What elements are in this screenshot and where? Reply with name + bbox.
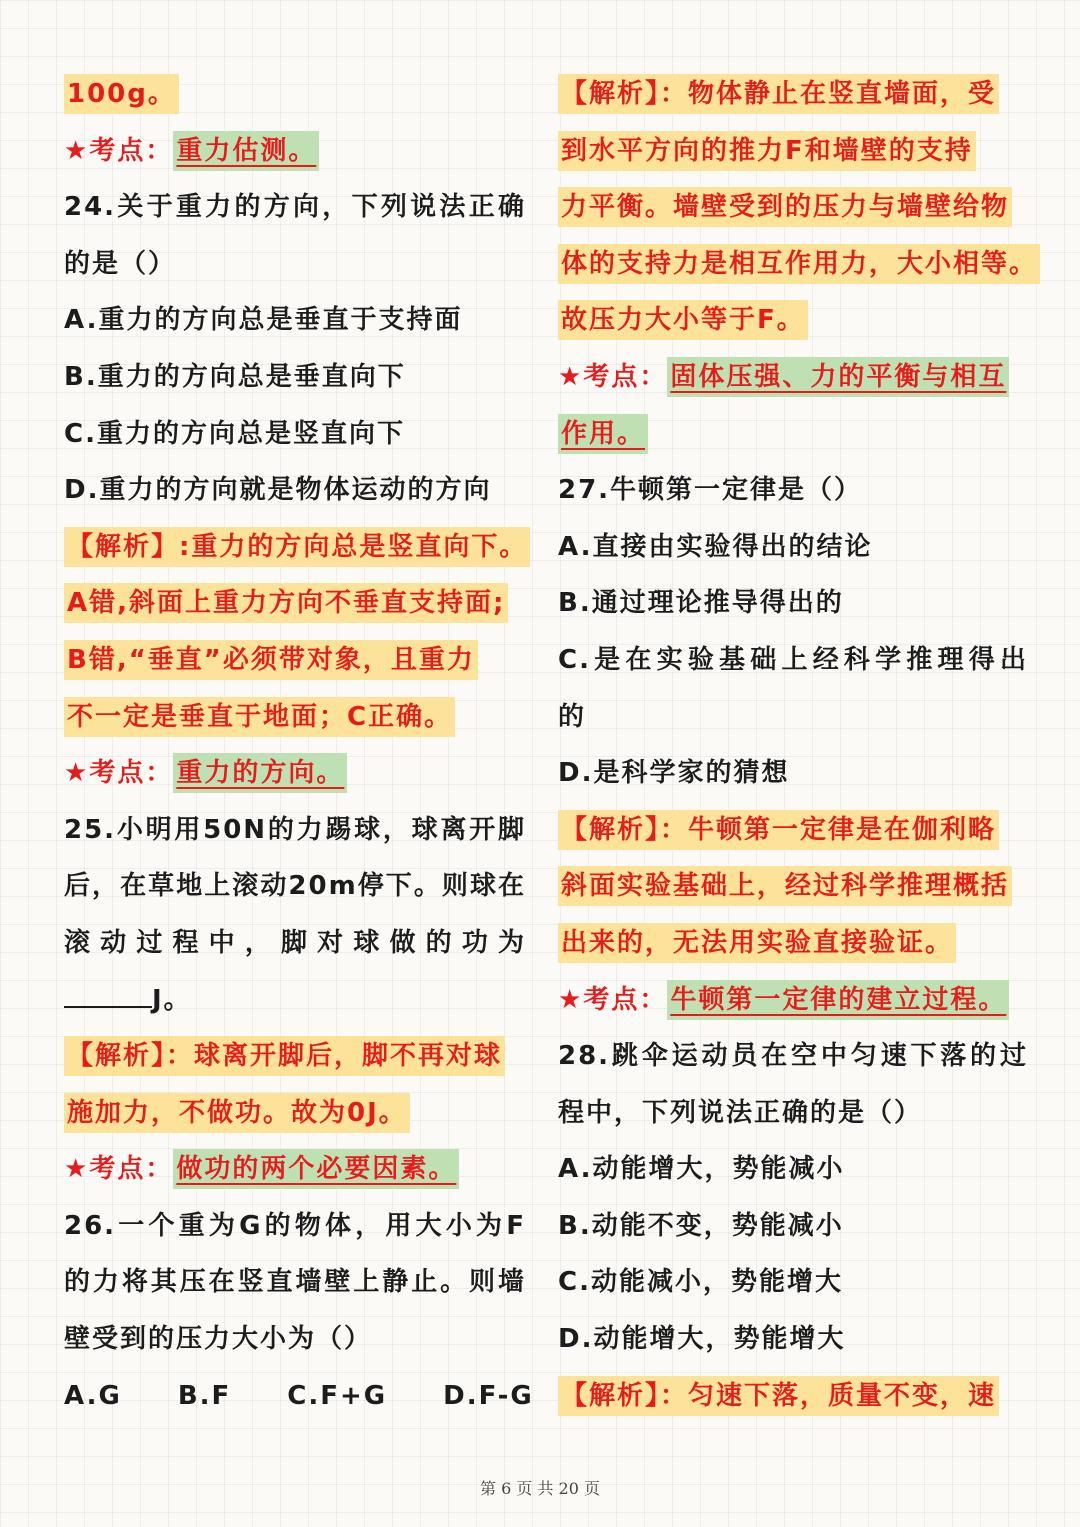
key-point-highlight: [558, 414, 648, 454]
text-line: 的是（）: [64, 248, 177, 279]
text-line: 滚动过程中，脚对球做的功为: [64, 927, 526, 958]
text-line: [64, 689, 526, 746]
text-line: [558, 972, 1028, 1029]
text-line: [64, 1368, 534, 1425]
key-point-highlight: [173, 1149, 459, 1189]
key-point-text: 固体压强、力的平衡与相互: [670, 361, 1007, 392]
answer-explanation: 施加力，不做功。故为0J。: [64, 1093, 410, 1133]
text-line: [558, 915, 1028, 972]
answer-explanation: 故压力大小等于F。: [558, 300, 808, 340]
key-point-text: 做功的两个必要因素。: [176, 1154, 457, 1185]
text-line: [558, 349, 1028, 406]
text-line: [64, 66, 526, 123]
answer-blank: [64, 984, 152, 1008]
text-line: 25.小明用50N的力踢球，球离开脚: [64, 814, 526, 845]
text-line: [558, 802, 1028, 859]
analysis-text: 【解析】：物体静止在竖直墙面，受: [558, 74, 999, 114]
text-line: [64, 1085, 526, 1142]
key-point-label: 考点：: [89, 135, 174, 166]
answer-explanation: 力平衡。墙壁受到的压力与墙壁给物: [558, 187, 1012, 227]
key-point-text: 作用。: [561, 418, 646, 449]
text-line: D.动能增大，势能增大: [558, 1324, 846, 1355]
star-icon: ★: [64, 758, 90, 789]
star-icon: ★: [558, 361, 584, 392]
right-column: [558, 66, 1038, 1424]
text-line: B.重力的方向总是垂直向下: [64, 361, 406, 392]
text-line: A.动能增大，势能减小: [558, 1154, 845, 1185]
answer-explanation: 100g。: [64, 74, 179, 114]
text-line: [558, 406, 1028, 463]
text-line: [558, 1368, 1028, 1425]
text-line: C.是在实验基础上经科学推理得出: [558, 644, 1028, 675]
text-line: C.重力的方向总是竖直向下: [64, 418, 405, 449]
option-3: D.F-G: [443, 1380, 534, 1411]
key-point-label: 考点：: [89, 1154, 174, 1185]
left-column: [64, 66, 534, 1424]
text-line: [64, 1028, 526, 1085]
key-point-text: 重力估测。: [176, 135, 317, 166]
text-line: 的: [558, 701, 587, 732]
text-line: [558, 66, 1028, 123]
key-point-highlight: [667, 357, 1009, 397]
answer-explanation: 出来的，无法用实验直接验证。: [558, 923, 956, 963]
key-point-text: 重力的方向。: [176, 758, 345, 789]
analysis-text: 【解析】:重力的方向总是竖直向下。: [64, 527, 530, 567]
text-line: [64, 972, 526, 1029]
option-0: A.G: [64, 1380, 122, 1411]
text-line: B.通过理论推导得出的: [558, 588, 844, 619]
answer-explanation: 斜面实验基础上，经过科学推理概括: [558, 866, 1012, 906]
text-line: [558, 123, 1028, 180]
analysis-text: 【解析】：牛顿第一定律是在伽利略: [558, 810, 999, 850]
answer-explanation: B错,“垂直”必须带对象，且重力: [64, 640, 478, 680]
text-line: 后，在草地上滚动20m停下。则球在: [64, 871, 526, 902]
text-line: 壁受到的压力大小为（）: [64, 1324, 373, 1355]
text-line: [64, 1141, 526, 1198]
key-point-label: 考点：: [89, 758, 174, 789]
page-footer: 第 6 页 共 20 页: [480, 1479, 600, 1498]
answer-explanation: 到水平方向的推力F和墙壁的支持: [558, 131, 976, 171]
text-line: [558, 179, 1028, 236]
text-line: B.动能不变，势能减小: [558, 1210, 844, 1241]
key-point-highlight: [173, 753, 347, 793]
text-line: [558, 292, 1028, 349]
text-line: D.是科学家的猜想: [558, 758, 790, 789]
text-line: 26.一个重为G的物体，用大小为F: [64, 1210, 526, 1241]
text-line: [64, 632, 526, 689]
star-icon: ★: [64, 1154, 90, 1185]
answer-explanation: 不一定是垂直于地面；C正确。: [64, 697, 455, 737]
text-line: 24.关于重力的方向，下列说法正确: [64, 192, 526, 223]
text-line: 28.跳伞运动员在空中匀速下落的过: [558, 1041, 1028, 1072]
text-line: 的力将其压在竖直墙壁上静止。则墙: [64, 1267, 526, 1298]
text-line: C.动能减小，势能增大: [558, 1267, 843, 1298]
star-icon: ★: [558, 984, 584, 1015]
text-line: [64, 745, 526, 802]
answer-explanation: 体的支持力是相互作用力，大小相等。: [558, 244, 1040, 284]
text-line: 程中，下列说法正确的是（）: [558, 1097, 923, 1128]
option-1: B.F: [177, 1380, 232, 1411]
key-point-highlight: [667, 980, 1009, 1020]
text-line: D.重力的方向就是物体运动的方向: [64, 475, 492, 506]
analysis-text: 【解析】：球离开脚后，脚不再对球: [64, 1036, 505, 1076]
text-line: A.重力的方向总是垂直于支持面: [64, 305, 463, 336]
text-line: [558, 858, 1028, 915]
key-point-label: 考点：: [583, 361, 668, 392]
star-icon: ★: [64, 135, 90, 166]
blank-suffix: J。: [152, 984, 192, 1015]
text-line: [64, 575, 526, 632]
text-line: A.直接由实验得出的结论: [558, 531, 873, 562]
text-line: [64, 519, 526, 576]
text-line: [558, 236, 1038, 293]
key-point-label: 考点：: [583, 984, 668, 1015]
key-point-text: 牛顿第一定律的建立过程。: [670, 984, 1007, 1015]
key-point-highlight: [173, 131, 319, 171]
analysis-text: 【解析】：匀速下落，质量不变，速: [558, 1376, 999, 1416]
option-2: C.F+G: [287, 1380, 388, 1411]
text-line: [64, 123, 526, 180]
answer-explanation: A错,斜面上重力方向不垂直支持面;: [64, 583, 508, 623]
text-line: 27.牛顿第一定律是（）: [558, 475, 863, 506]
